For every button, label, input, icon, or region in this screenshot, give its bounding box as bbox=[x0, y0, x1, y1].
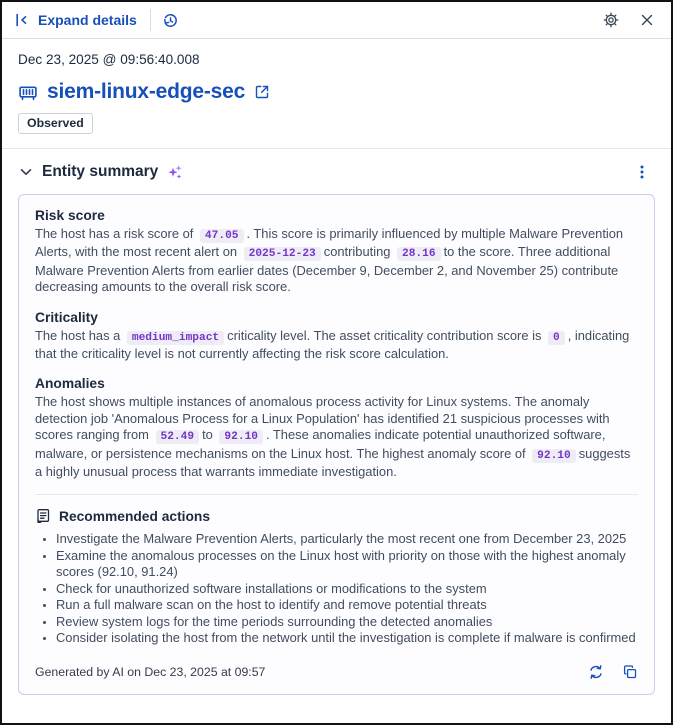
entity-summary-header bbox=[18, 162, 655, 182]
section-heading: Risk score bbox=[35, 208, 105, 223]
storage-icon bbox=[18, 82, 38, 102]
section-body: The host has a medium_impact criticality level. The asset criticality contribution score is 0 , indicating that the criticality level is not currently affecting the risk score calculation. bbox=[35, 327, 630, 362]
inline-code-value: 28.16 bbox=[397, 247, 441, 261]
inline-code-value: 52.49 bbox=[156, 430, 200, 444]
recommended-action-item: • Run a full malware scan on the host to identify and remove potential threats bbox=[56, 597, 638, 614]
copy-icon[interactable] bbox=[622, 664, 638, 680]
recommended-action-item: • Investigate the Malware Prevention Alerts, particularly the most recent one from December 23, 2025 bbox=[56, 531, 638, 548]
gear-icon[interactable] bbox=[603, 12, 619, 28]
collapse-left-icon bbox=[14, 12, 30, 28]
inline-code-value: medium_impact bbox=[127, 331, 224, 345]
refresh-icon[interactable] bbox=[588, 664, 604, 680]
toolbar-divider bbox=[150, 9, 151, 31]
section-heading: Criticality bbox=[35, 309, 98, 325]
recommended-action-item: • Examine the anomalous processes on the Linux host with priority on those with the highest anomaly scores (92.10, 91.24) bbox=[56, 548, 638, 581]
section-body: The host has a risk score of 47.05 . This score is primarily influenced by multiple Malware Prevention Alerts, with the most recent alert on 2025-12-23 contributing 28.16 to the score. Three additional Malware Prevention Alerts from earlier dates (December 9, December 2, and November 25) contribute decreasing amounts to the overall risk score. bbox=[35, 226, 624, 295]
close-icon[interactable] bbox=[639, 12, 655, 28]
status-badge: Observed bbox=[18, 113, 93, 134]
criticality-section bbox=[35, 310, 638, 363]
expand-details-button[interactable] bbox=[14, 12, 137, 28]
expand-details-label: Expand details bbox=[38, 12, 137, 28]
history-icon[interactable] bbox=[162, 12, 179, 29]
host-name-link[interactable]: siem-linux-edge-sec bbox=[47, 80, 246, 103]
chevron-down-icon[interactable] bbox=[18, 164, 34, 180]
generated-by-ai-text: Generated by AI on Dec 23, 2025 at 09:57 bbox=[35, 664, 266, 679]
inline-code-value: 2025-12-23 bbox=[244, 247, 321, 261]
recommended-actions-list bbox=[35, 531, 638, 647]
report-icon bbox=[35, 508, 51, 524]
recommended-action-item: • Review system logs for the time periods surrounding the detected anomalies bbox=[56, 614, 638, 631]
event-timestamp: Dec 23, 2025 @ 09:56:40.008 bbox=[18, 52, 200, 67]
inline-code-value: 92.10 bbox=[532, 449, 576, 463]
recommended-divider bbox=[35, 494, 638, 495]
section-heading: Anomalies bbox=[35, 376, 105, 392]
recommended-actions-header bbox=[35, 508, 638, 524]
anomalies-section bbox=[35, 376, 638, 480]
recommended-actions-title: Recommended actions bbox=[59, 508, 211, 524]
section-divider bbox=[2, 148, 671, 149]
recommended-action-item: • Consider isolating the host from the network until the investigation is complete if malware is confirmed bbox=[56, 630, 638, 647]
summary-footer bbox=[35, 664, 638, 680]
inline-code-value: 92.10 bbox=[219, 430, 263, 444]
recommended-action-item: • Check for unauthorized software installations or modifications to the system bbox=[56, 581, 638, 598]
flyout-toolbar bbox=[2, 2, 671, 39]
section-body: The host shows multiple instances of anomalous process activity for Linux systems. The anomaly detection job 'Anomalous Process for a Linux Population' has identified 21 suspicious processes with scores ranging from 52.49 to 92.10 . These anomalies indicate potential unauthorized software, malware, or persistence mechanisms on the Linux host. The highest anomaly score of 92.10 suggests a highly unusual process that warrants immediate investigation. bbox=[35, 394, 631, 480]
entity-summary-title: Entity summary bbox=[42, 163, 159, 180]
host-title-row bbox=[18, 80, 655, 104]
dots-vertical-icon[interactable] bbox=[629, 162, 655, 182]
inline-code-value: 47.05 bbox=[200, 229, 244, 243]
flyout-body bbox=[2, 39, 671, 695]
sparkles-icon bbox=[166, 163, 184, 181]
inline-code-value: 0 bbox=[548, 331, 565, 345]
entity-summary-panel bbox=[18, 194, 655, 695]
risk-score-section bbox=[35, 208, 638, 296]
popout-icon[interactable] bbox=[254, 84, 270, 100]
